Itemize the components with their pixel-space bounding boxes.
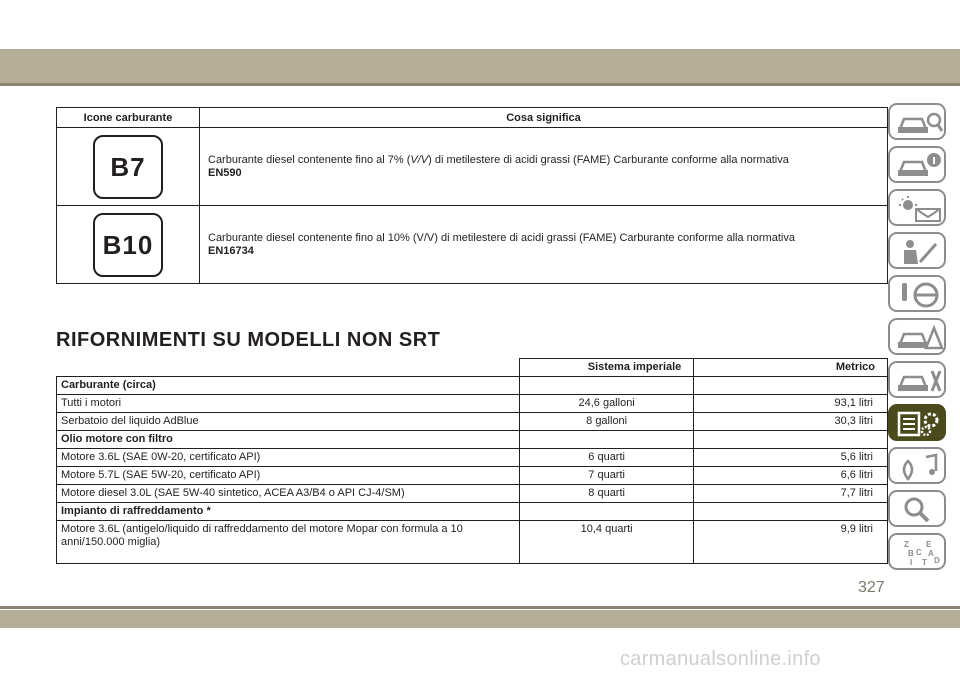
metric-value: 5,6 litri <box>694 449 888 467</box>
table-section-row <box>57 503 888 521</box>
table-section-row <box>57 377 888 395</box>
search-icon <box>896 496 944 524</box>
column-header-blank <box>57 359 520 377</box>
tab-starting-driving[interactable] <box>888 275 946 312</box>
zabc-letter: T <box>922 558 927 567</box>
footer-band <box>0 610 960 628</box>
imperial-value <box>519 377 693 395</box>
imperial-value: 8 quarti <box>519 485 693 503</box>
description-text: Carburante diesel contenente fino al 10% (V/V) di metilestere di acidi grassi (FAME) Carburante conforme alla normativa <box>208 231 795 244</box>
zabc-letter: I <box>910 558 913 567</box>
tab-vehicle-overview[interactable] <box>888 103 946 140</box>
capacities-table <box>56 358 888 564</box>
section-title: RIFORNIMENTI SU MODELLI NON SRT <box>56 329 441 351</box>
metric-value: 6,6 litri <box>694 467 888 485</box>
tab-emergency[interactable] <box>888 318 946 355</box>
metric-value: 9,9 litri <box>694 521 888 564</box>
fuel-description <box>200 128 888 206</box>
fuel-norm: EN590 <box>208 166 242 179</box>
table-header-row <box>57 108 888 128</box>
car-search-icon <box>896 109 944 137</box>
metric-value <box>694 377 888 395</box>
tab-technical-specs[interactable] <box>888 404 946 441</box>
metric-value: 30,3 litri <box>694 413 888 431</box>
fuel-norm: EN16734 <box>208 244 254 257</box>
column-header-meaning: Cosa significa <box>200 108 888 128</box>
tab-vehicle-info[interactable] <box>888 146 946 183</box>
imperial-value: 24,6 galloni <box>519 395 693 413</box>
table-row <box>57 413 888 431</box>
car-info-icon <box>896 152 944 180</box>
fuel-icon-cell <box>57 128 200 206</box>
tab-index-search[interactable] <box>888 490 946 527</box>
fuel-icon-cell <box>57 206 200 284</box>
car-warning-icon <box>896 324 944 352</box>
row-label: Serbatoio del liquido AdBlue <box>57 413 520 431</box>
tab-safety[interactable] <box>888 232 946 269</box>
table-row <box>57 521 888 564</box>
specs-gear-icon <box>896 410 944 438</box>
fuel-description <box>200 206 888 284</box>
imperial-value <box>519 503 693 521</box>
page-number: 327 <box>858 579 885 596</box>
zabc-letter: D <box>934 556 940 565</box>
watermark: carmanualsonline.info <box>620 648 821 670</box>
car-wrench-icon <box>896 367 944 395</box>
multimedia-icon <box>896 453 944 481</box>
b10-fuel-icon: B10 <box>93 213 163 277</box>
alphabet-index-icon <box>896 539 944 567</box>
description-text-end: ) di metilestere di acidi grassi (FAME) Carburante conforme alla normativa <box>428 153 789 166</box>
tab-maintenance[interactable] <box>888 361 946 398</box>
row-label: Impianto di raffreddamento * <box>57 503 520 521</box>
imperial-value: 7 quarti <box>519 467 693 485</box>
row-label: Motore 3.6L (SAE 0W-20, certificato API) <box>57 449 520 467</box>
zabc-letter: B <box>908 549 914 558</box>
row-label: Carburante (circa) <box>57 377 520 395</box>
column-header-imperial: Sistema imperiale <box>519 359 693 377</box>
row-label: Olio motore con filtro <box>57 431 520 449</box>
table-row <box>57 128 888 206</box>
zabc-letter: E <box>926 540 932 549</box>
metric-value: 7,7 litri <box>694 485 888 503</box>
table-row <box>57 206 888 284</box>
column-header-metric: Metrico <box>694 359 888 377</box>
table-row <box>57 485 888 503</box>
b7-fuel-icon: B7 <box>93 135 163 199</box>
metric-value <box>694 431 888 449</box>
header-rule <box>0 83 960 86</box>
zabc-letter: A <box>928 549 934 558</box>
imperial-value <box>519 431 693 449</box>
imperial-value: 8 galloni <box>519 413 693 431</box>
tab-alphabetical-index[interactable] <box>888 533 946 570</box>
column-header-icon: Icone carburante <box>57 108 200 128</box>
tab-dashboard-lights[interactable] <box>888 189 946 226</box>
metric-value <box>694 503 888 521</box>
footer-rule <box>0 606 960 609</box>
table-row <box>57 395 888 413</box>
table-row <box>57 449 888 467</box>
row-label: Motore diesel 3.0L (SAE 5W-40 sintetico, ACEA A3/B4 o API CJ-4/SM) <box>57 485 520 503</box>
row-label: Motore 3.6L (antigelo/liquido di raffreddamento del motore Mopar con formula a 10 anni/150.000 miglia) <box>57 521 520 564</box>
table-section-row <box>57 431 888 449</box>
imperial-value: 6 quarti <box>519 449 693 467</box>
description-text: Carburante diesel contenente fino al 7% ( <box>208 153 411 166</box>
table-header-row <box>57 359 888 377</box>
fuel-icons-table <box>56 107 888 284</box>
table-row <box>57 467 888 485</box>
zabc-letter: Z <box>904 540 909 549</box>
row-label: Tutti i motori <box>57 395 520 413</box>
row-label: Motore 5.7L (SAE 5W-20, certificato API) <box>57 467 520 485</box>
tab-multimedia[interactable] <box>888 447 946 484</box>
warning-lights-icon <box>896 195 944 223</box>
steering-wheel-icon <box>896 281 944 309</box>
airbag-person-icon <box>896 238 944 266</box>
header-band <box>0 49 960 83</box>
imperial-value: 10,4 quarti <box>519 521 693 564</box>
metric-value: 93,1 litri <box>694 395 888 413</box>
zabc-letter: C <box>916 548 922 557</box>
description-italic: V/V <box>410 153 429 166</box>
